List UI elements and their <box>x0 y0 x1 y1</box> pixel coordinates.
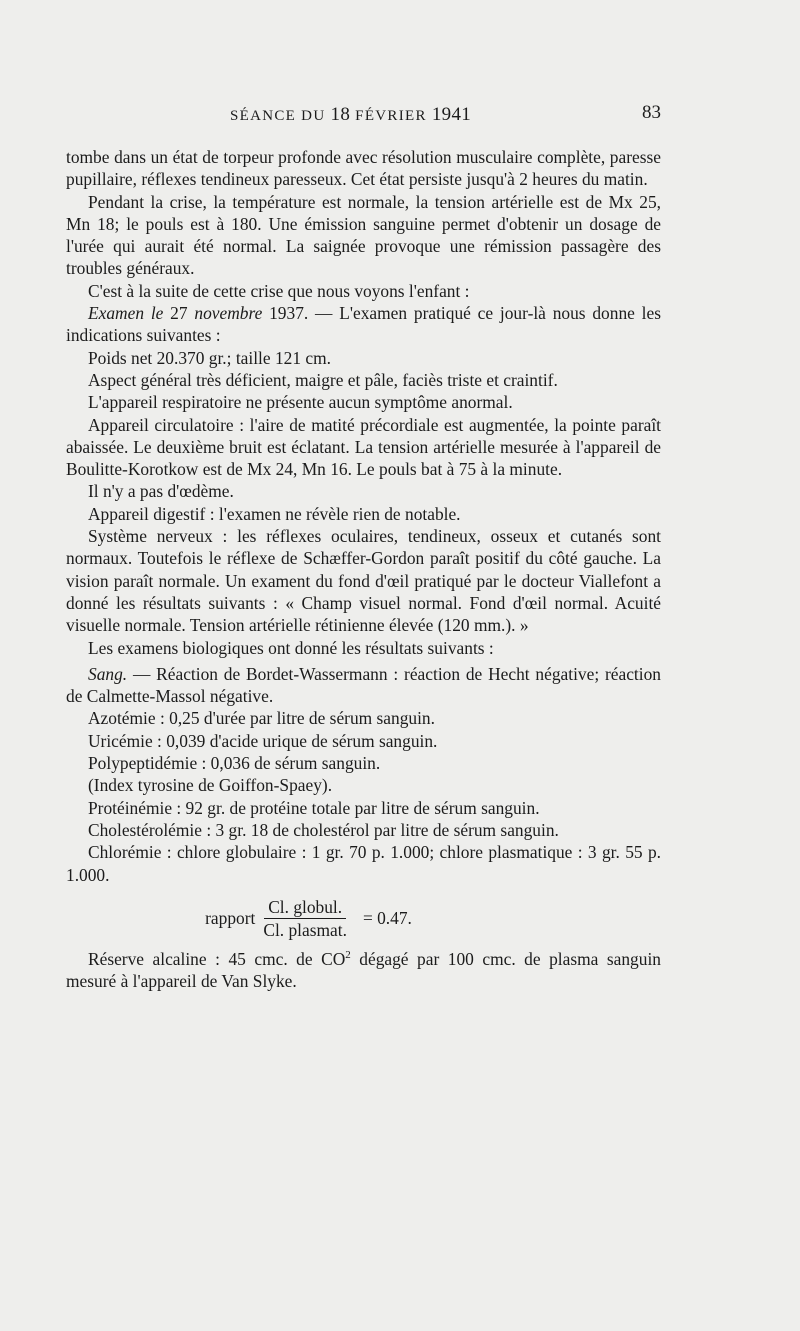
running-title-year: 1941 <box>431 104 472 125</box>
running-title <box>230 104 471 126</box>
body-text <box>66 146 661 992</box>
formula-denominator: Cl. plasmat. <box>263 919 347 940</box>
formula-numerator: Cl. globul. <box>264 897 346 919</box>
blood-label: Sang. <box>88 663 128 684</box>
paragraph: Pendant la crise, la température est normale, la tension artérielle est de Mx 25, Mn 18; le pouls est à 180. Une émission sanguine permet d'obtenir un dosage de l'urée qui aurait été normal. La saignée provoque une rémission passagère des troubles généraux. <box>66 191 661 279</box>
paragraph <box>66 663 661 708</box>
page-header <box>66 100 661 130</box>
paragraph: L'appareil respiratoire ne présente aucun symptôme anormal. <box>88 392 513 413</box>
formula-fraction <box>259 897 351 940</box>
page-number: 83 <box>642 102 661 123</box>
paragraph: (Index tyrosine de Goiffon-Spaey). <box>88 775 333 796</box>
running-title-part: SÉANCE DU <box>230 108 331 124</box>
exam-text: 1937. — L'examen pratiqué ce jour-là nous donne les indications suivantes : <box>66 303 661 346</box>
paragraph: Cholestérolémie : 3 gr. 18 de cholestérol par litre de sérum sanguin. <box>88 819 559 840</box>
paragraph <box>66 302 661 347</box>
reserve-text: dégagé par 100 cmc. de plasma sanguin mesuré à l'appareil de Van Slyke. <box>66 948 661 992</box>
blood-text: — Réaction de Bordet-Wassermann : réaction de Hecht négative; réaction de Calmette-Massol négative. <box>66 663 661 707</box>
paragraph: C'est à la suite de cette crise que nous voyons l'enfant : <box>88 280 470 301</box>
paragraph: tombe dans un état de torpeur profonde avec résolution musculaire complète, paresse pupillaire, réflexes tendineux paresseux. Cet état persiste jusqu'à 2 heures du matin. <box>66 147 661 190</box>
paragraph: Protéinémie : 92 gr. de protéine totale par litre de sérum sanguin. <box>88 797 540 818</box>
paragraph: Chlorémie : chlore globulaire : 1 gr. 70 p. 1.000; chlore plasmatique : 3 gr. 55 p. 1.000. <box>66 842 661 885</box>
running-title-part: FÉVRIER <box>350 108 432 124</box>
paragraph: Azotémie : 0,25 d'urée par litre de sérum sanguin. <box>88 708 435 729</box>
exam-day: 27 <box>163 303 195 324</box>
paragraph: Système nerveux : les réflexes oculaires, tendineux, osseux et cutanés sont normaux. Toutefois le réflexe de Schæffer-Gordon paraît positif du côté gauche. La vision paraît normale. Un exament du fond d'œil pratiqué par le docteur Viallefont a donné les résultats suivants : « Champ visuel normal. Fond d'œil normal. Acuité visuelle normale. Tension artérielle rétinienne élevée (120 mm.). » <box>66 526 661 636</box>
reserve-text: Réserve alcaline : 45 cmc. de CO <box>88 948 346 969</box>
formula-label: rapport <box>205 908 256 929</box>
exam-month: novembre <box>194 303 263 324</box>
running-title-day: 18 <box>330 104 351 125</box>
paragraph: Poids net 20.370 gr.; taille 121 cm. <box>88 347 331 368</box>
paragraph: Il n'y a pas d'œdème. <box>88 481 234 502</box>
ratio-formula <box>66 897 661 940</box>
formula-result: = 0.47. <box>362 908 412 929</box>
paragraph: Les examens biologiques ont donné les résultats suivants : <box>88 637 494 658</box>
paragraph: Polypeptidémie : 0,036 de sérum sanguin. <box>88 753 381 774</box>
paragraph: Appareil circulatoire : l'aire de matité précordiale est augmentée, la pointe paraît abaissée. Le deuxième bruit est éclatant. La tension artérielle mesurée à l'appareil de Boulitte-Korotkow est de Mx 24, Mn 16. Le pouls bat à 75 à la minute. <box>66 414 661 480</box>
exam-label: Examen le <box>88 303 164 324</box>
paragraph: Appareil digestif : l'examen ne révèle rien de notable. <box>88 503 461 524</box>
paragraph: Uricémie : 0,039 d'acide urique de sérum sanguin. <box>88 730 438 751</box>
paragraph: Aspect général très déficient, maigre et pâle, faciès triste et craintif. <box>88 369 558 390</box>
superscript: 2 <box>345 949 351 961</box>
paragraph <box>66 948 661 993</box>
